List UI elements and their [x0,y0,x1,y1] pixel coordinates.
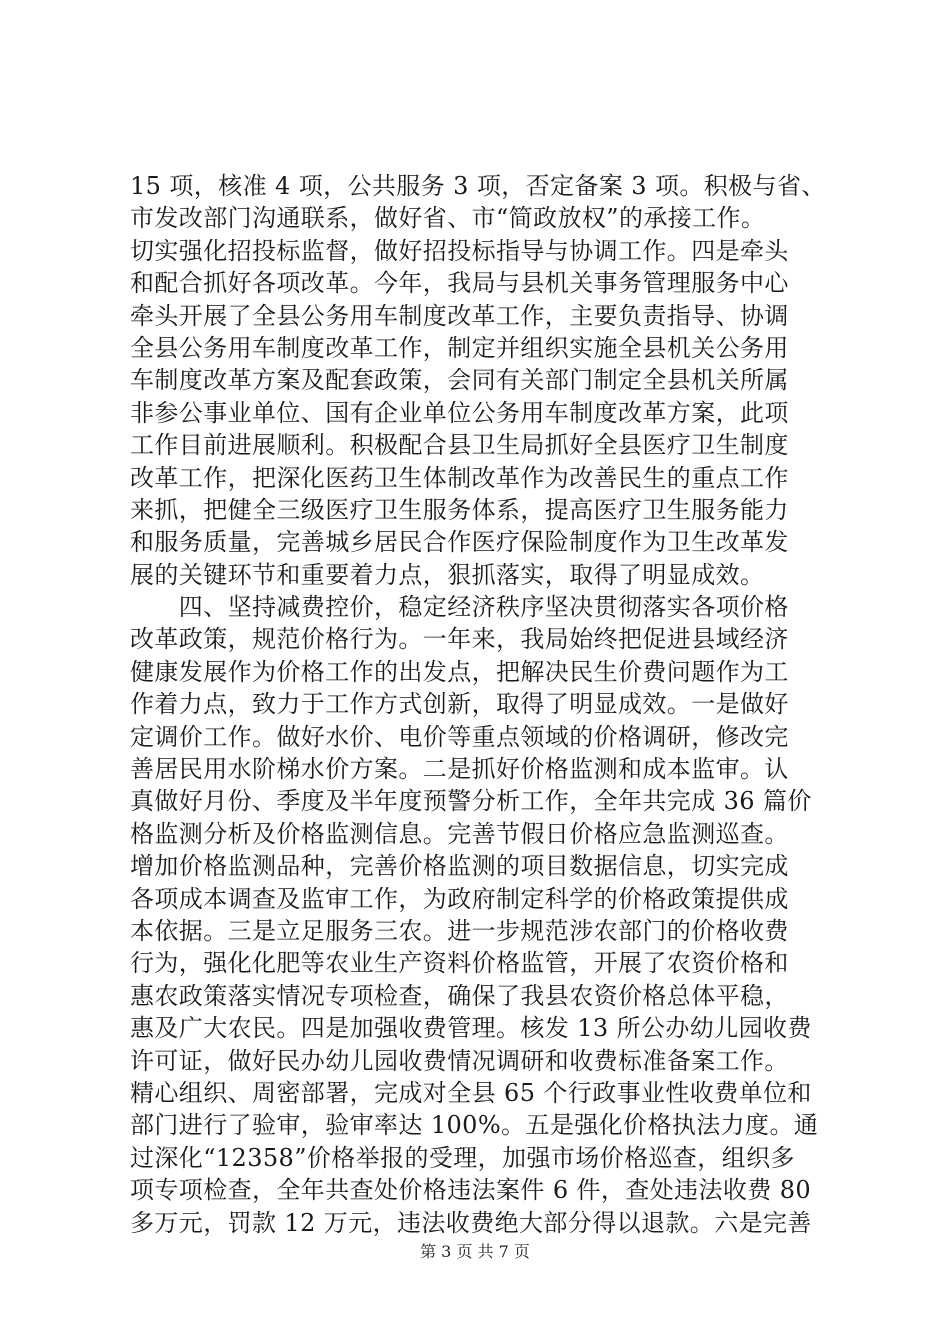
text-line: 来抓，把健全三级医疗卫生服务体系，提高医疗卫生服务能力 [130,495,789,524]
text-line: 多万元，罚款 12 万元，违法收费绝大部分得以退款。六是完善 [130,1208,812,1237]
text-line: 真做好月份、季度及半年度预警分析工作，全年共完成 36 篇价 [130,787,812,816]
text-line: 定调价工作。做好水价、电价等重点领域的价格调研，修改完 [130,722,789,751]
text-line: 车制度改革方案及配套政策，会同有关部门制定全县机关所属 [130,366,789,395]
text-line: 惠及广大农民。四是加强收费管理。核发 13 所公办幼儿园收费 [130,1014,812,1043]
text-line: 改革政策，规范价格行为。一年来，我局始终把促进县域经济 [130,625,789,654]
text-line: 精心组织、周密部署，完成对全县 65 个行政事业性收费单位和 [130,1078,812,1107]
text-line: 市发改部门沟通联系，做好省、市“简政放权”的承接工作。 [130,204,766,233]
text-line: 工作目前进展顺利。积极配合县卫生局抓好全县医疗卫生制度 [130,431,789,460]
text-line: 牵头开展了全县公务用车制度改革工作，主要负责指导、协调 [130,301,789,330]
text-line: 项专项检查，全年共查处价格违法案件 6 件，查处违法收费 80 [130,1176,812,1205]
text-line: 作着力点，致力于工作方式创新，取得了明显成效。一是做好 [130,690,789,719]
page-number-footer: 第 3 页 共 7 页 [420,1242,530,1261]
text-line: 各项成本调查及监审工作，为政府制定科学的价格政策提供成 [130,884,789,913]
text-line: 非参公事业单位、国有企业单位公务用车制度改革方案，此项 [130,398,789,427]
text-line: 和服务质量，完善城乡居民合作医疗保险制度作为卫生改革发 [130,528,789,557]
text-line: 过深化“12358”价格举报的受理，加强市场价格巡查，组织多 [130,1143,795,1172]
text-line: 和配合抓好各项改革。今年，我局与县机关事务管理服务中心 [130,269,789,298]
text-line: 惠农政策落实情况专项检查，确保了我县农资价格总体平稳， [130,981,789,1010]
text-line: 切实强化招投标监督，做好招投标指导与协调工作。四是牵头 [130,236,789,265]
text-line: 部门进行了验审，验审率达 100%。五是强化价格执法力度。通 [130,1111,819,1140]
text-line: 健康发展作为价格工作的出发点，把解决民生价费问题作为工 [130,657,789,686]
body-text [130,170,830,1239]
section-heading-line: 四、坚持减费控价，稳定经济秩序坚决贯彻落实各项价格 [130,593,789,622]
text-line: 改革工作，把深化医药卫生体制改革作为改善民生的重点工作 [130,463,789,492]
text-line: 增加价格监测品种，完善价格监测的项目数据信息，切实完成 [130,852,789,881]
text-line: 全县公务用车制度改革工作，制定并组织实施全县机关公务用 [130,333,789,362]
text-line: 许可证，做好民办幼儿园收费情况调研和收费标准备案工作。 [130,1046,789,1075]
text-line: 展的关键环节和重要着力点，狠抓落实，取得了明显成效。 [130,560,765,589]
text-line: 格监测分析及价格监测信息。完善节假日价格应急监测巡查。 [130,819,789,848]
text-line: 行为，强化化肥等农业生产资料价格监管，开展了农资价格和 [130,949,789,978]
text-line: 本依据。三是立足服务三农。进一步规范涉农部门的价格收费 [130,916,789,945]
text-line: 15 项，核准 4 项，公共服务 3 项，否定备案 3 项。积极与省、 [130,172,826,200]
text-line: 善居民用水阶梯水价方案。二是抓好价格监测和成本监审。认 [130,755,789,784]
